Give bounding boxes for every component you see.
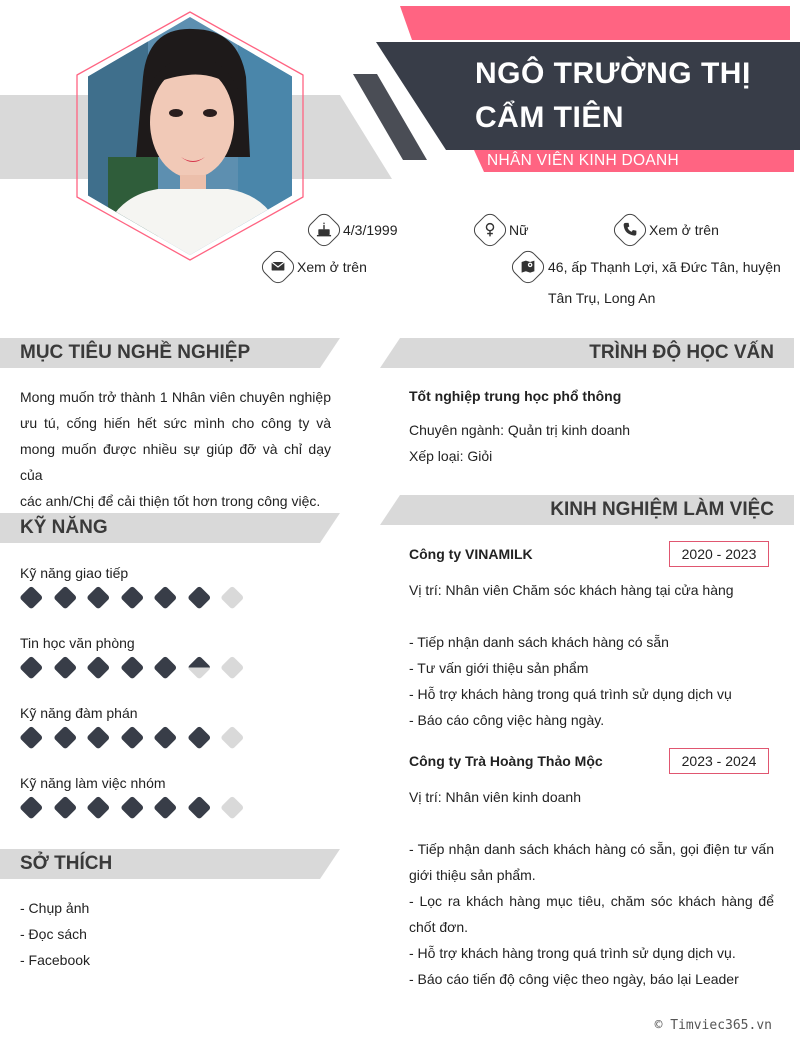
list-item: - Tiếp nhận danh sách khách hàng có sẵn: [409, 634, 669, 650]
job-position: Vị trí: Nhân viên Chăm sóc khách hàng tại cửa hàng: [409, 582, 734, 598]
job-title: NHÂN VIÊN KINH DOANH: [487, 152, 680, 169]
education-major: Chuyên ngành: Quản trị kinh doanh: [409, 422, 631, 438]
skill-label: Tin học văn phòng: [20, 635, 135, 651]
objective-text: Mong muốn trở thành 1 Nhân viên chuyên nghiệp ưu tú, cống hiến hết sức mình cho công ty và mong muốn được nhiều sự giúp đỡ và chỉ dạy của các anh/Chị để cải thiện tốt hơn trong công việc.: [20, 389, 331, 509]
rating-dot: [53, 726, 76, 749]
phone-icon: [610, 210, 650, 250]
skill-rating: [20, 726, 244, 749]
job-years: 2020 - 2023: [669, 541, 769, 567]
education-school: Tốt nghiệp trung học phổ thông: [409, 388, 622, 404]
rating-dot: [187, 726, 210, 749]
skill-item: [20, 700, 244, 749]
skill-rating: [20, 656, 244, 679]
rating-dot: [221, 656, 244, 679]
rating-dot: [87, 796, 110, 819]
skill-rating: [20, 796, 244, 819]
rating-dot: [53, 656, 76, 679]
list-item: - Tiếp nhận danh sách khách hàng có sẵn, gọi điện tư vấn: [409, 841, 774, 857]
list-item: giới thiệu sản phẩm.: [409, 867, 536, 883]
hobbies-heading: SỞ THÍCH: [20, 853, 113, 874]
gender-value: Nữ: [509, 222, 529, 238]
hobbies-list: [20, 895, 90, 973]
gender-icon: [470, 210, 510, 250]
rating-dot: [221, 796, 244, 819]
education-grade: Xếp loại: Giỏi: [409, 448, 493, 464]
skill-label: Kỹ năng giao tiếp: [20, 565, 129, 581]
skill-item: [20, 770, 244, 819]
rating-dot: [221, 726, 244, 749]
job-years: 2023 - 2024: [669, 748, 769, 774]
rating-dot: [221, 586, 244, 609]
rating-dot: [87, 656, 110, 679]
rating-dot: [53, 586, 76, 609]
list-item: - Lọc ra khách hàng mục tiêu, chăm sóc khách hàng để: [409, 893, 774, 909]
skill-label: Kỹ năng làm việc nhóm: [20, 775, 166, 791]
rating-dot: [20, 656, 43, 679]
list-item: - Đọc sách: [20, 926, 87, 942]
list-item: - Hỗ trợ khách hàng trong quá trình sử dụng dịch vụ: [409, 686, 732, 702]
header-pink-bar: [400, 6, 790, 40]
education-block: [409, 383, 774, 469]
email-value: Xem ở trên: [297, 259, 367, 275]
skill-item: [20, 630, 244, 679]
job-position: Vị trí: Nhân viên kinh doanh: [409, 789, 581, 805]
list-item: - Tư vấn giới thiệu sản phẩm: [409, 660, 589, 676]
address-value: 46, ấp Thạnh Lợi, xã Đức Tân, huyện Tân Trụ, Long An: [548, 259, 781, 306]
job-tasks: [409, 629, 774, 733]
education-heading: TRÌNH ĐỘ HỌC VẤN: [589, 342, 774, 363]
list-item: - Báo cáo tiến độ công việc theo ngày, báo lại Leader: [409, 971, 739, 987]
rating-dot: [87, 726, 110, 749]
skill-item: [20, 560, 244, 609]
rating-dot: [53, 796, 76, 819]
rating-dot: [120, 656, 143, 679]
list-item: - Chụp ảnh: [20, 900, 90, 916]
rating-dot: [120, 586, 143, 609]
job-tasks: [409, 836, 774, 992]
job-company: Công ty VINAMILK: [409, 546, 533, 562]
skills-heading: KỸ NĂNG: [20, 517, 108, 538]
skill-rating: [20, 586, 244, 609]
rating-dot: [120, 796, 143, 819]
rating-dot: [120, 726, 143, 749]
list-item: chốt đơn.: [409, 919, 468, 935]
experience-heading: KINH NGHIỆM LÀM VIỆC: [550, 499, 774, 520]
candidate-name: NGÔ TRƯỜNG THỊ CẨM TIÊN: [475, 57, 751, 134]
footer-credit: © Timviec365.vn: [654, 1018, 772, 1033]
list-item: - Facebook: [20, 952, 91, 968]
birthday-icon: [304, 210, 344, 250]
skill-label: Kỹ năng đàm phán: [20, 705, 138, 721]
rating-dot: [154, 796, 177, 819]
job-company: Công ty Trà Hoàng Thảo Mộc: [409, 753, 603, 769]
list-item: - Hỗ trợ khách hàng trong quá trình sử dụng dịch vụ.: [409, 945, 736, 961]
rating-dot: [20, 796, 43, 819]
rating-dot: [187, 796, 210, 819]
rating-dot: [154, 656, 177, 679]
rating-dot: [187, 656, 210, 679]
phone-value: Xem ở trên: [649, 222, 719, 238]
objective-heading: MỤC TIÊU NGHỀ NGHIỆP: [20, 342, 251, 363]
rating-dot: [20, 586, 43, 609]
list-item: - Báo cáo công việc hàng ngày.: [409, 712, 605, 728]
rating-dot: [87, 586, 110, 609]
location-icon: [508, 247, 548, 287]
rating-dot: [154, 586, 177, 609]
rating-dot: [154, 726, 177, 749]
rating-dot: [20, 726, 43, 749]
birthday-value: 4/3/1999: [343, 222, 398, 238]
rating-dot: [187, 586, 210, 609]
